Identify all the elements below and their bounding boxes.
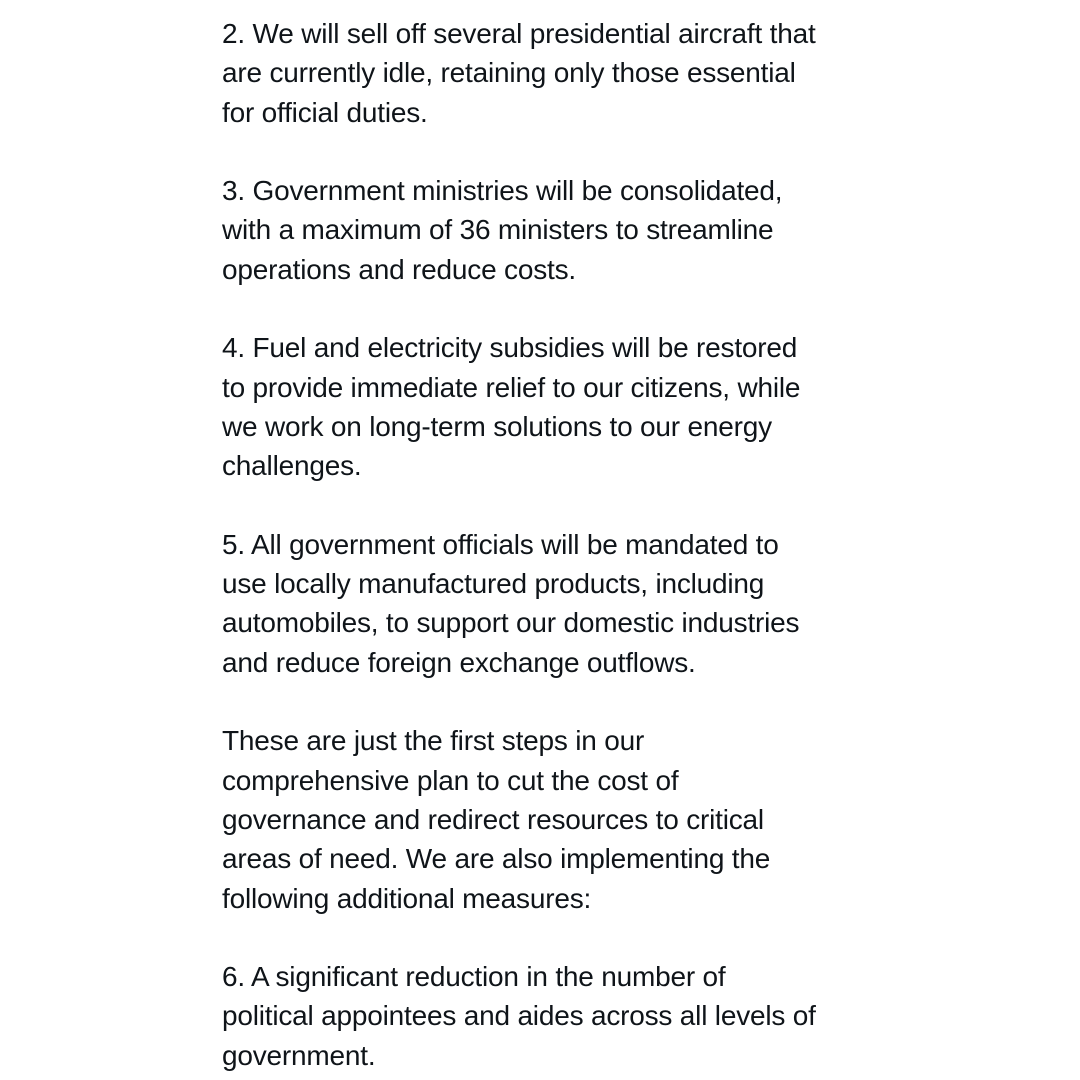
summary-paragraph: These are just the first steps in our comprehensive plan to cut the cost of governance and redirect resources to critical areas of need. We are also implementing the following additional measures: (222, 725, 771, 914)
measure-2-paragraph: 2. We will sell off several presidential aircraft that are currently idle, retaining only those essential for official duties. (222, 18, 816, 128)
post-text-body (222, 14, 882, 1075)
measure-3-paragraph: 3. Government ministries will be consolidated, with a maximum of 36 ministers to streamline operations and reduce costs. (222, 175, 783, 285)
measure-4-paragraph: 4. Fuel and electricity subsidies will be restored to provide immediate relief to our citizens, while we work on long-term solutions to our energy challenges. (222, 332, 801, 482)
measure-6-paragraph: 6. A significant reduction in the number of political appointees and aides across all levels of government. (222, 961, 816, 1071)
measure-5-paragraph: 5. All government officials will be mandated to use locally manufactured products, including automobiles, to support our domestic industries and reduce foreign exchange outflows. (222, 528, 800, 678)
